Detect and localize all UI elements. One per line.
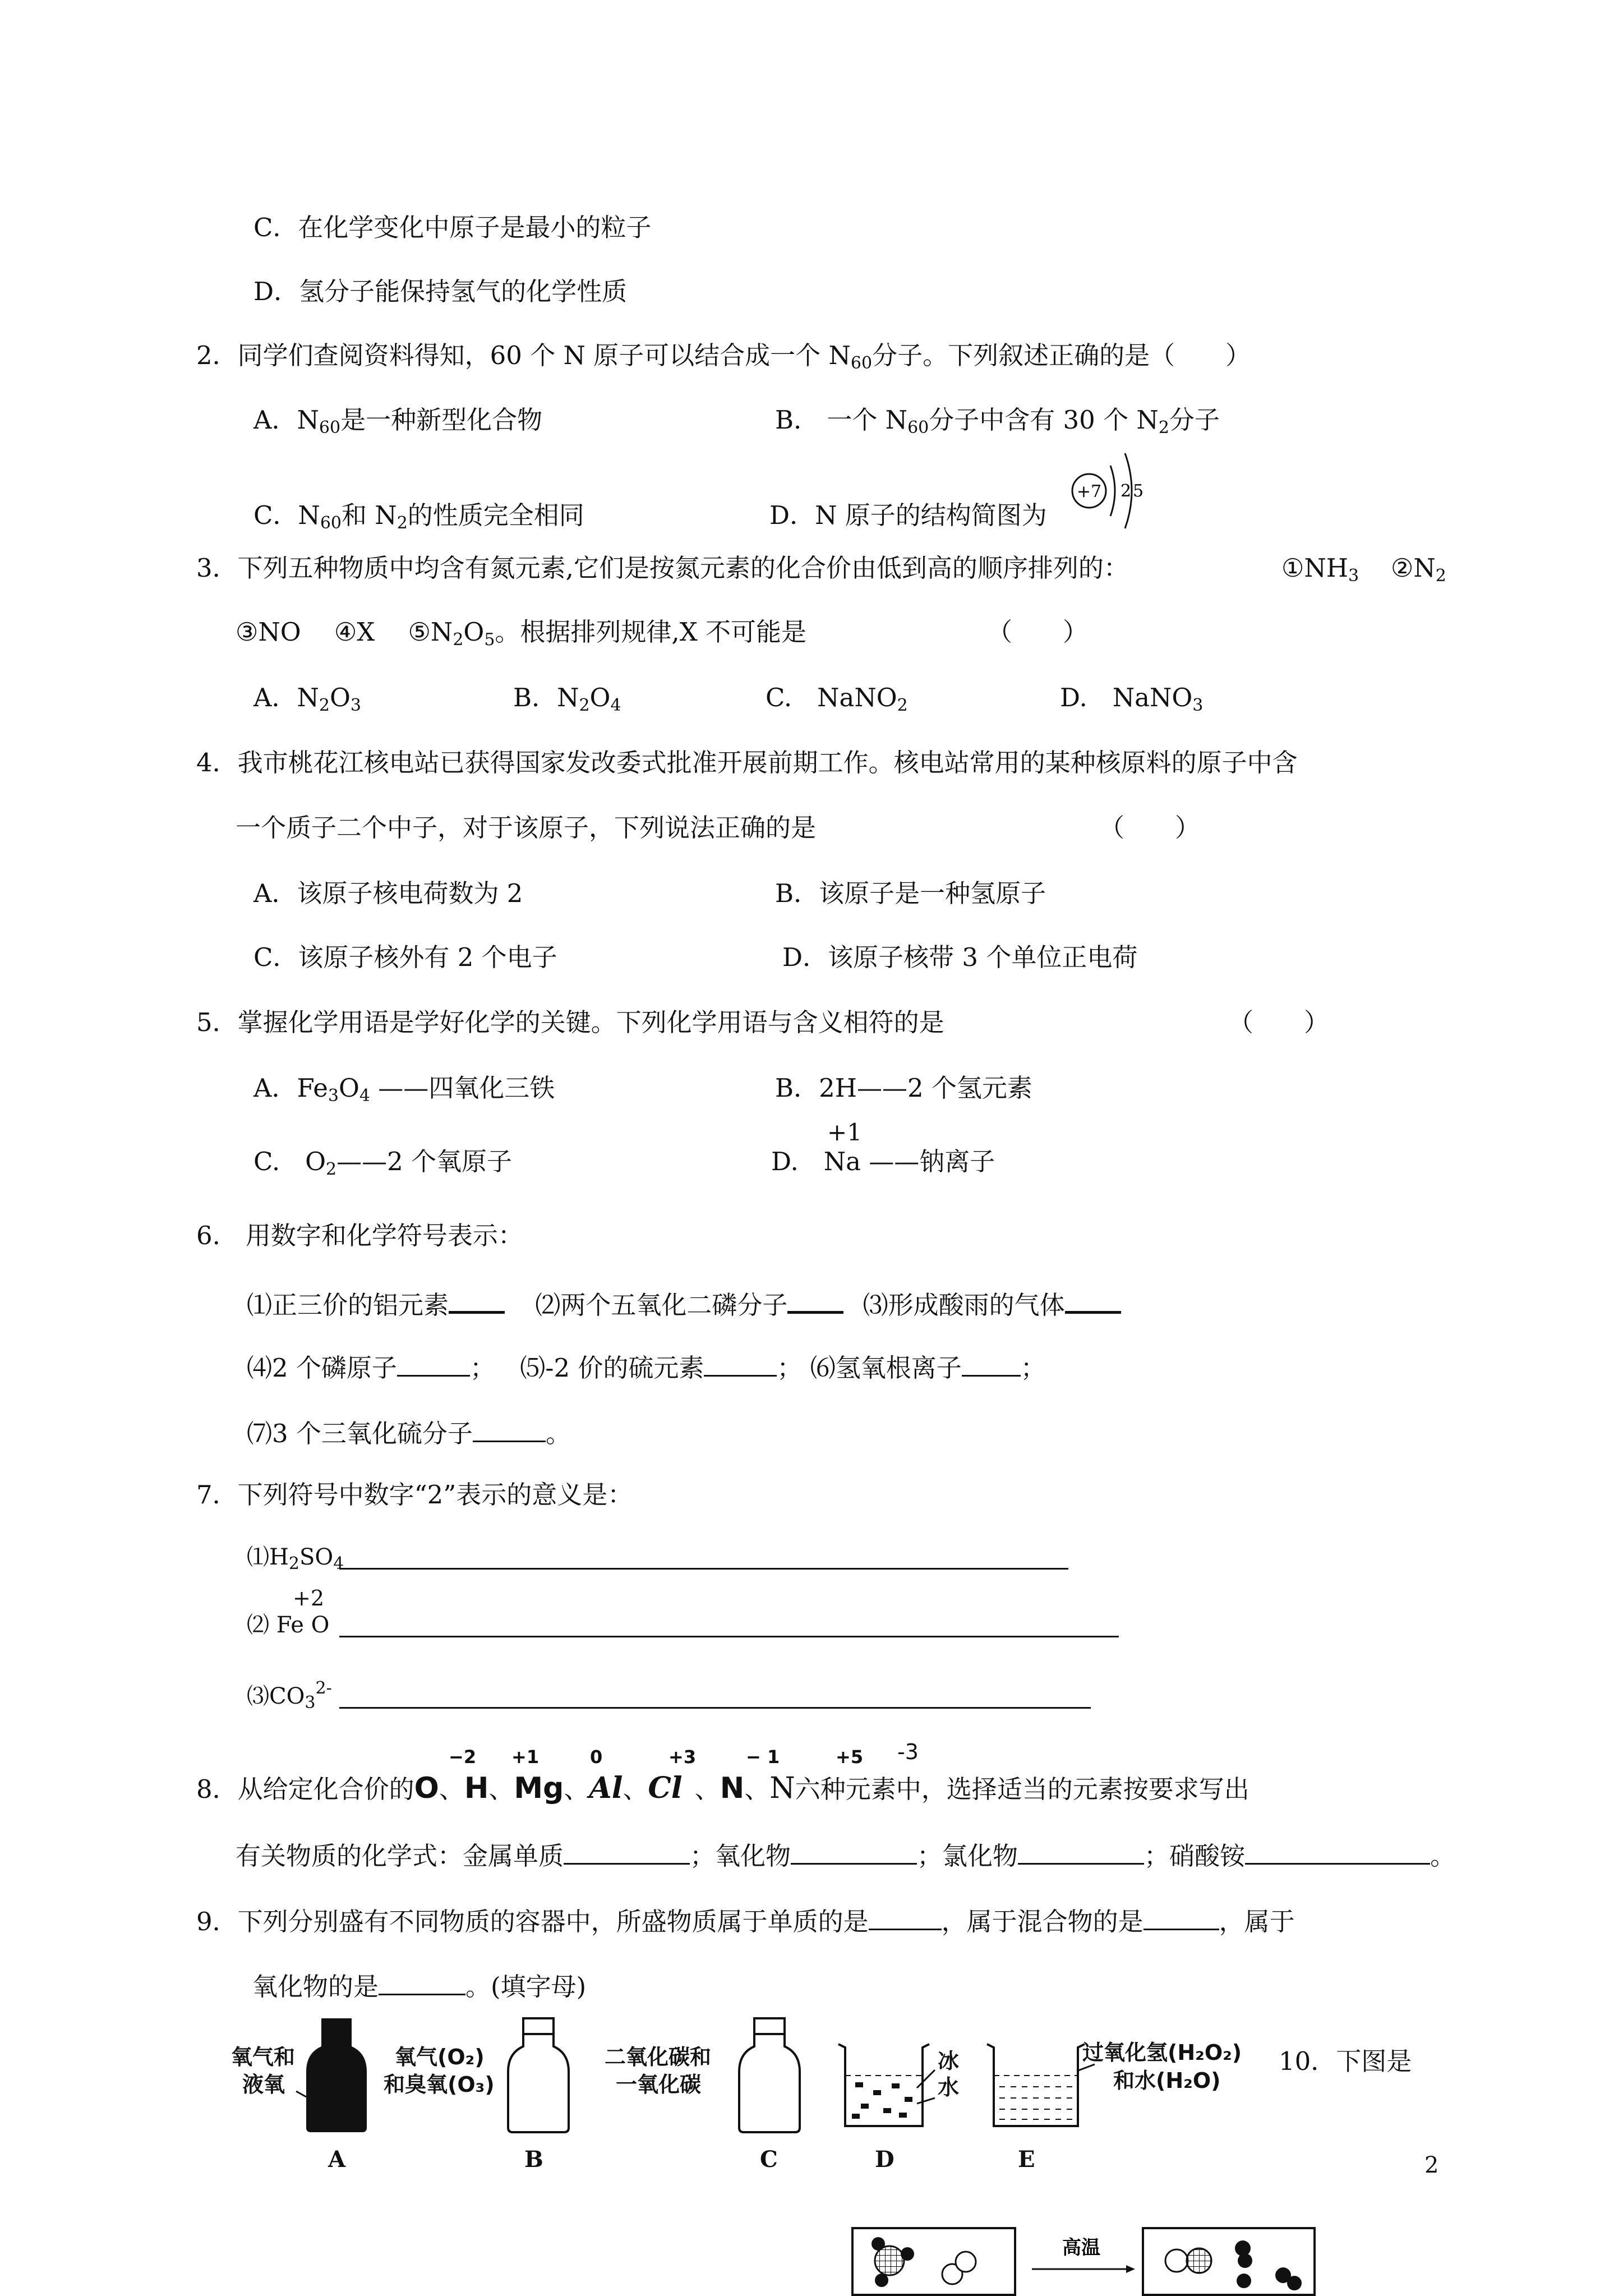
q3-option-b: B．$N_2O_4$ <box>513 683 621 715</box>
q7-item-3: $⑶CO_3^{2-}$ <box>247 1678 332 1713</box>
q6-blank-1[interactable] <box>449 1287 505 1314</box>
q5-option-c: C. $O_2——2$ 个氧原子 <box>253 1147 513 1179</box>
q4-option-d: D．该原子核带 3 个单位正电荷 <box>782 942 1138 972</box>
shell-2-electrons: 5 <box>1133 481 1144 501</box>
product-atom-7 <box>1287 2276 1302 2290</box>
element-mg: Mg <box>514 1772 564 1805</box>
bottle-a-icon <box>303 2018 370 2133</box>
q2-stem: 2．同学们查阅资料得知，60 个 N 原子可以结合成一个 $N_{60}$分子。下列叙述正确的是（ ） <box>196 341 1251 373</box>
q5-option-a: A．$Fe_3O_4$ ——四氧化三铁 <box>253 1073 555 1106</box>
element-n-2: N <box>769 1772 795 1805</box>
bottle-c-icon <box>736 2018 803 2133</box>
q9-blank-mixture[interactable] <box>1144 1905 1219 1930</box>
fig-b-label-2: 和臭氧(O₃) <box>384 2072 495 2097</box>
q7-answer-line-1[interactable] <box>339 1568 1068 1570</box>
q6-row1: ⑴正三价的铝元素 ⑵两个五氧化二磷分子 ⑶形成酸雨的气体 <box>247 1287 1121 1318</box>
q5-stem: 5．掌握化学用语是学好化学的关键。下列化学用语与含义相符的是 <box>196 1007 944 1037</box>
electron-shell-1 <box>1110 466 1115 516</box>
fig-c-label-1: 二氧化碳和 <box>605 2045 712 2069</box>
q5-option-d: D. Na ——钠离子 <box>771 1147 995 1176</box>
fig-a-label-1: 氧气和 <box>231 2045 296 2069</box>
molecule-atom-2 <box>901 2247 914 2261</box>
q3-substance-1: $①NH_3$ <box>1281 553 1359 586</box>
q8-blank-ammonium-nitrate[interactable] <box>1245 1839 1430 1865</box>
q7-answer-line-3[interactable] <box>339 1707 1091 1709</box>
q1-option-c: C．在化学变化中原子是最小的粒子 <box>253 213 652 242</box>
q1-option-d: D．氢分子能保持氢气的化学性质 <box>253 277 628 306</box>
fig-c-label-2: 一氧化碳 <box>616 2072 702 2097</box>
valence-n: +5 <box>836 1746 864 1768</box>
fig-e-label-1: 过氧化氢(H₂O₂) <box>1082 2040 1242 2065</box>
q6-blank-6[interactable] <box>962 1351 1021 1377</box>
fig-caption-b: B <box>524 2146 543 2173</box>
q3-option-d: D. NaNO$_3$ <box>1060 683 1204 715</box>
q7-stem: 7．下列符号中数字“2”表示的意义是： <box>196 1480 633 1510</box>
q10-lead: 10．下图是 <box>1279 2046 1412 2076</box>
molecule-atom-3 <box>875 2274 888 2287</box>
q6-blank-2[interactable] <box>787 1287 843 1314</box>
q4-stem-line1: 4．我市桃花江核电站已获得国家发改委式批准开展前期工作。核电站常用的某种核原料的原子中含 <box>196 748 1298 777</box>
q5-option-d-valence: +1 <box>827 1119 862 1146</box>
fig-caption-d: D <box>875 2146 895 2173</box>
product-atom-5 <box>1237 2274 1251 2288</box>
q5-answer-bracket[interactable]: （ ） <box>1228 1007 1330 1037</box>
q6-row3: ⑺3 个三氧化硫分子 。 <box>247 1417 571 1446</box>
product-atom-2 <box>1187 2248 1211 2273</box>
fig-caption-a: A <box>328 2146 346 2173</box>
product-atom-4 <box>1238 2253 1252 2268</box>
element-al: Al <box>589 1771 623 1805</box>
fig-e-label-2: 和水(H₂O) <box>1113 2068 1221 2093</box>
q3-substance-2: $②N_2$ <box>1391 553 1446 586</box>
element-n: N <box>720 1772 745 1805</box>
fig-caption-c: C <box>760 2146 778 2173</box>
beaker-e-icon <box>987 2042 1094 2132</box>
q6-blank-5[interactable] <box>704 1351 777 1377</box>
product-atom-1 <box>1165 2249 1188 2272</box>
q6-blank-4[interactable] <box>397 1351 470 1377</box>
element-cl: Cl <box>648 1771 683 1805</box>
q3-stem-line2: ③NO ④X $⑤N_2O_5$。根据排列规律,X 不可能是 <box>236 617 807 650</box>
q6-row2: ⑷2 个磷原子 ； ⑸-2 价的硫元素 ； ⑹氢氧根离子 ； <box>247 1351 1046 1381</box>
q6-stem: 6. 用数字和化学符号表示： <box>196 1221 523 1250</box>
fig-d-label-2: 水 <box>938 2075 960 2100</box>
nitrogen-atom-structure-diagram <box>1066 449 1155 533</box>
q8-line2: 有关物质的化学式：金属单质 ；氧化物 ；氯化物 ；硝酸铵 。 <box>236 1839 1455 1869</box>
q4-stem-line2: 一个质子二个中子，对于该原子，下列说法正确的是 <box>236 813 817 843</box>
q4-answer-bracket[interactable]: （ ） <box>1099 813 1201 843</box>
valence-cl: − 1 <box>746 1746 780 1768</box>
beaker-d-icon <box>838 2042 934 2132</box>
q7-item-2-valence: +2 <box>293 1586 325 1611</box>
page-number: 2 <box>1424 2152 1439 2178</box>
q4-option-c: C．该原子核外有 2 个电子 <box>253 942 557 972</box>
q3-answer-bracket[interactable]: （ ） <box>987 617 1089 647</box>
q4-option-a: A．该原子核电荷数为 2 <box>253 878 523 908</box>
reaction-diagram <box>851 2227 1317 2296</box>
q4-option-b: B．该原子是一种氢原子 <box>775 878 1046 908</box>
q9-blank-element[interactable] <box>869 1905 942 1930</box>
q7-item-2: ⑵ Fe O <box>247 1612 330 1638</box>
q2-option-b: B． 一个 $N_{60}$分子中含有 30 个 $N_2$分子 <box>775 405 1220 438</box>
q5-option-b: B．2H——2 个氢元素 <box>775 1073 1032 1103</box>
nucleus-charge: +7 <box>1076 482 1102 501</box>
molecule-2-atom-2 <box>956 2252 976 2272</box>
q7-item-1: $⑴H_2SO_4$ <box>247 1544 344 1573</box>
valence-h: +1 <box>511 1746 540 1768</box>
q2-option-d: D．N 原子的结构简图为 <box>769 500 1047 530</box>
shell-1-electrons: 2 <box>1121 481 1132 501</box>
q3-option-c: C. NaNO$_2$ <box>766 683 908 715</box>
q9-line2: 氧化物的是 。(填字母) <box>252 1970 586 1999</box>
valence-mg: 0 <box>590 1746 603 1768</box>
bottle-b-icon <box>505 2018 572 2133</box>
valence-o: −2 <box>449 1746 477 1768</box>
q8-blank-chloride[interactable] <box>1018 1839 1144 1865</box>
q8-blank-oxide[interactable] <box>791 1839 917 1865</box>
q8-line1: 8．从给定化合价的O、H、Mg、Al、Cl 、N、N六种元素中，选择适当的元素按要求写出 <box>196 1771 1249 1805</box>
q2-option-a: A．$N_{60}$是一种新型化合物 <box>253 405 543 438</box>
reaction-condition: 高温 <box>1062 2237 1100 2259</box>
fig-caption-e: E <box>1018 2146 1035 2173</box>
q6-blank-7[interactable] <box>473 1417 546 1442</box>
q9-line1: 9．下列分别盛有不同物质的容器中，所盛物质属于单质的是 ，属于混合物的是 ，属于 <box>196 1905 1295 1934</box>
fig-b-label-1: 氧气(O₂) <box>395 2045 485 2069</box>
element-h: H <box>464 1772 489 1805</box>
q8-blank-metal[interactable] <box>564 1839 690 1865</box>
q9-blank-oxide[interactable] <box>379 1970 465 1995</box>
molecule-atom-1 <box>872 2237 885 2251</box>
q2-option-c: C．$N_{60}$和 $N_2$的性质完全相同 <box>253 500 584 533</box>
q3-option-a: A．$N_2O_3$ <box>253 683 361 715</box>
fig-d-label-1: 冰 <box>938 2049 960 2073</box>
q6-blank-3[interactable] <box>1065 1287 1121 1314</box>
q7-answer-line-2[interactable] <box>339 1636 1119 1637</box>
q3-stem: 3．下列五种物质中均含有氮元素,它们是按氮元素的化合价由低到高的顺序排列的： <box>196 553 1129 583</box>
fig-a-label-2: 液氧 <box>242 2072 285 2097</box>
element-o: O <box>414 1772 439 1805</box>
valence-n-2: -3 <box>897 1740 919 1764</box>
valence-al: +3 <box>668 1746 697 1768</box>
